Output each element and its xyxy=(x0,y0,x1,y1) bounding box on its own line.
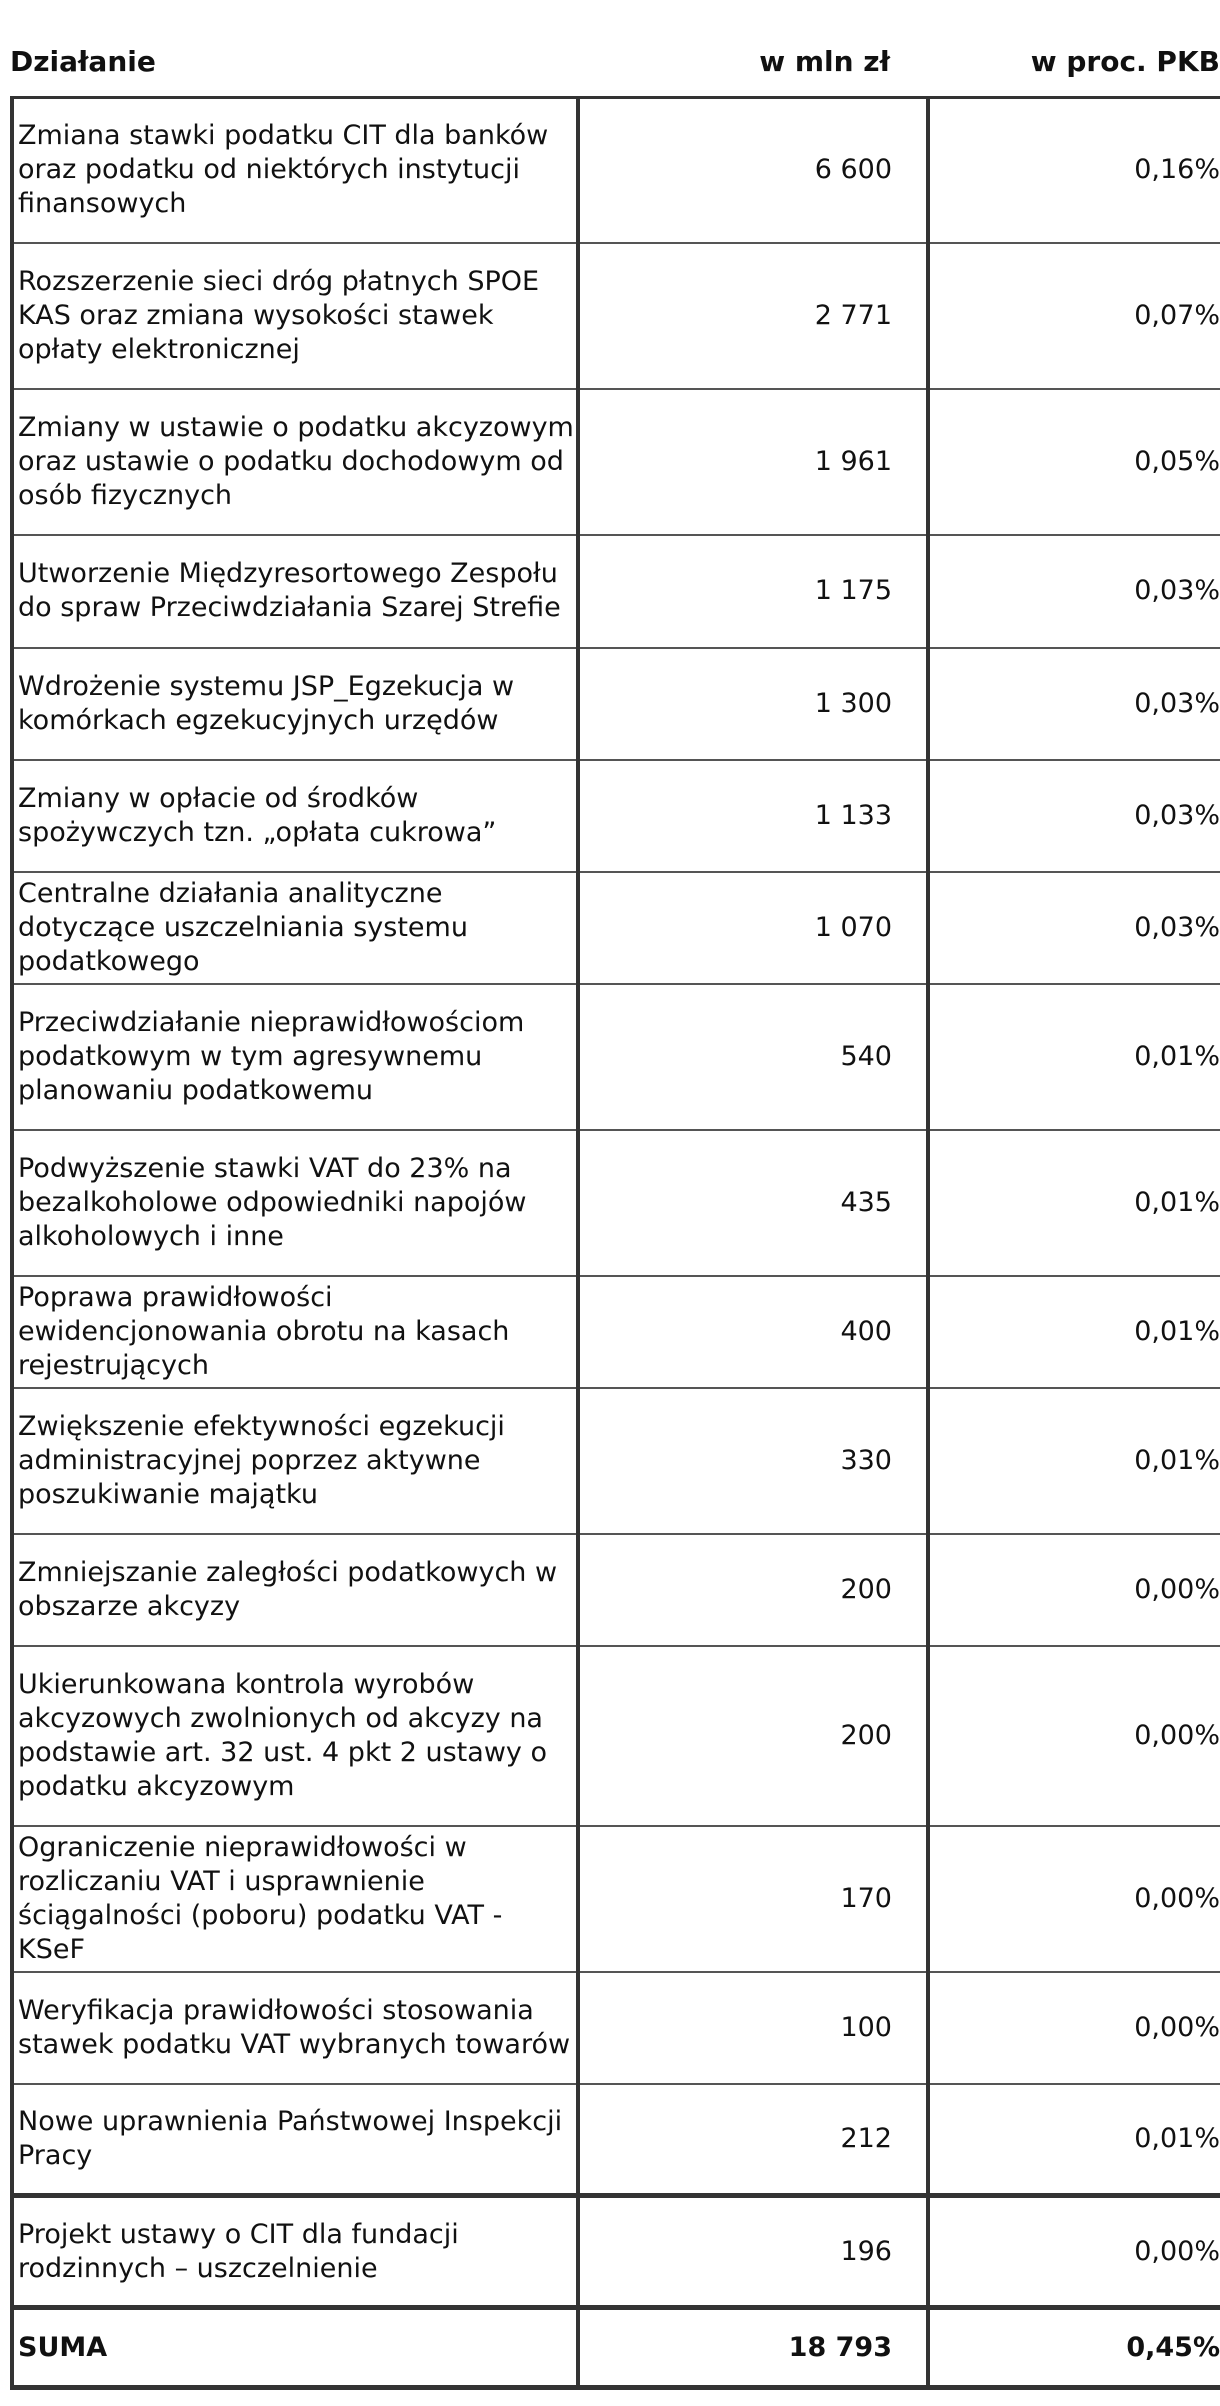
cell-pkb: 0,07% xyxy=(928,243,1220,389)
cell-action: Nowe uprawnienia Państwowej Inspekcji Pracy xyxy=(12,2084,578,2196)
cell-action: Ukierunkowana kontrola wyrobów akcyzowych zwolnionych od akcyzy na podstawie art. 32 ust. 4 pkt 2 ustawy o podatku akcyzowym xyxy=(12,1646,578,1826)
cell-mln: 435 xyxy=(578,1130,928,1276)
cell-mln: 200 xyxy=(578,1534,928,1646)
cell-mln: 1 070 xyxy=(578,872,928,984)
cell-mln: 330 xyxy=(578,1388,928,1534)
table-row xyxy=(12,872,1220,984)
cell-pkb: 0,01% xyxy=(928,1130,1220,1276)
cell-pkb: 0,03% xyxy=(928,535,1220,648)
cell-action: Centralne działania analityczne dotyczące uszczelniania systemu podatkowego xyxy=(12,872,578,984)
cell-pkb: 0,16% xyxy=(928,98,1220,243)
table-row xyxy=(12,535,1220,648)
cell-mln: 200 xyxy=(578,1646,928,1826)
table-row xyxy=(12,2084,1220,2196)
cell-mln: 540 xyxy=(578,984,928,1130)
cell-mln: 100 xyxy=(578,1972,928,2084)
table-row xyxy=(12,1388,1220,1534)
table-row xyxy=(12,98,1220,243)
cell-pkb: 0,03% xyxy=(928,872,1220,984)
cell-action: Utworzenie Międzyresortowego Zespołu do spraw Przeciwdziałania Szarej Strefie xyxy=(12,535,578,648)
total-mln: 18 793 xyxy=(578,2308,928,2388)
cell-pkb: 0,05% xyxy=(928,389,1220,535)
table-row xyxy=(12,389,1220,535)
cell-mln: 2 771 xyxy=(578,243,928,389)
cell-mln: 400 xyxy=(578,1276,928,1388)
table-row xyxy=(12,1130,1220,1276)
cell-pkb: 0,00% xyxy=(928,2196,1220,2308)
header-mln-zl: w mln zł xyxy=(759,45,890,78)
table-row xyxy=(12,1972,1220,2084)
cell-action: Zmiany w opłacie od środków spożywczych tzn. „opłata cukrowa” xyxy=(12,760,578,872)
cell-action: Weryfikacja prawidłowości stosowania stawek podatku VAT wybranych towarów xyxy=(12,1972,578,2084)
table-header xyxy=(0,0,1220,90)
cell-action: Podwyższenie stawki VAT do 23% na bezalkoholowe odpowiedniki napojów alkoholowych i inne xyxy=(12,1130,578,1276)
header-action: Działanie xyxy=(10,45,156,78)
cell-mln: 6 600 xyxy=(578,98,928,243)
cell-pkb: 0,03% xyxy=(928,760,1220,872)
cell-mln: 196 xyxy=(578,2196,928,2308)
table-row xyxy=(12,760,1220,872)
cell-pkb: 0,01% xyxy=(928,984,1220,1130)
cell-pkb: 0,00% xyxy=(928,1646,1220,1826)
cell-action: Zmiany w ustawie o podatku akcyzowym oraz ustawie o podatku dochodowym od osób fizycznych xyxy=(12,389,578,535)
cell-pkb: 0,03% xyxy=(928,648,1220,760)
cell-action: Rozszerzenie sieci dróg płatnych SPOE KAS oraz zmiana wysokości stawek opłaty elektronicznej xyxy=(12,243,578,389)
table-row xyxy=(12,984,1220,1130)
table-row xyxy=(12,648,1220,760)
cell-action: Zmniejszanie zaległości podatkowych w obszarze akcyzy xyxy=(12,1534,578,1646)
total-label: SUMA xyxy=(12,2308,578,2388)
table-row xyxy=(12,1646,1220,1826)
table-row xyxy=(12,1276,1220,1388)
data-table xyxy=(10,96,1220,2390)
header-proc-pkb: w proc. PKB xyxy=(1030,45,1220,78)
cell-action: Zmiana stawki podatku CIT dla banków oraz podatku od niektórych instytucji finansowych xyxy=(12,98,578,243)
total-pkb: 0,45% xyxy=(928,2308,1220,2388)
cell-action: Ograniczenie nieprawidłowości w rozliczaniu VAT i usprawnienie ściągalności (poboru) podatku VAT - KSeF xyxy=(12,1826,578,1972)
cell-action: Wdrożenie systemu JSP_Egzekucja w komórkach egzekucyjnych urzędów xyxy=(12,648,578,760)
table-row xyxy=(12,243,1220,389)
cell-action: Poprawa prawidłowości ewidencjonowania obrotu na kasach rejestrujących xyxy=(12,1276,578,1388)
cell-mln: 170 xyxy=(578,1826,928,1972)
cell-action: Zwiększenie efektywności egzekucji administracyjnej poprzez aktywne poszukiwanie majątku xyxy=(12,1388,578,1534)
cell-pkb: 0,00% xyxy=(928,1534,1220,1646)
table-row xyxy=(12,2196,1220,2308)
cell-mln: 1 300 xyxy=(578,648,928,760)
cell-action: Projekt ustawy o CIT dla fundacji rodzinnych – uszczelnienie xyxy=(12,2196,578,2308)
cell-mln: 212 xyxy=(578,2084,928,2196)
cell-pkb: 0,01% xyxy=(928,2084,1220,2196)
table-row xyxy=(12,1534,1220,1646)
cell-pkb: 0,01% xyxy=(928,1276,1220,1388)
cell-pkb: 0,00% xyxy=(928,1826,1220,1972)
total-row xyxy=(12,2308,1220,2388)
cell-action: Przeciwdziałanie nieprawidłowościom podatkowym w tym agresywnemu planowaniu podatkowemu xyxy=(12,984,578,1130)
cell-pkb: 0,00% xyxy=(928,1972,1220,2084)
table-row xyxy=(12,1826,1220,1972)
cell-mln: 1 133 xyxy=(578,760,928,872)
cell-mln: 1 175 xyxy=(578,535,928,648)
cell-mln: 1 961 xyxy=(578,389,928,535)
cell-pkb: 0,01% xyxy=(928,1388,1220,1534)
